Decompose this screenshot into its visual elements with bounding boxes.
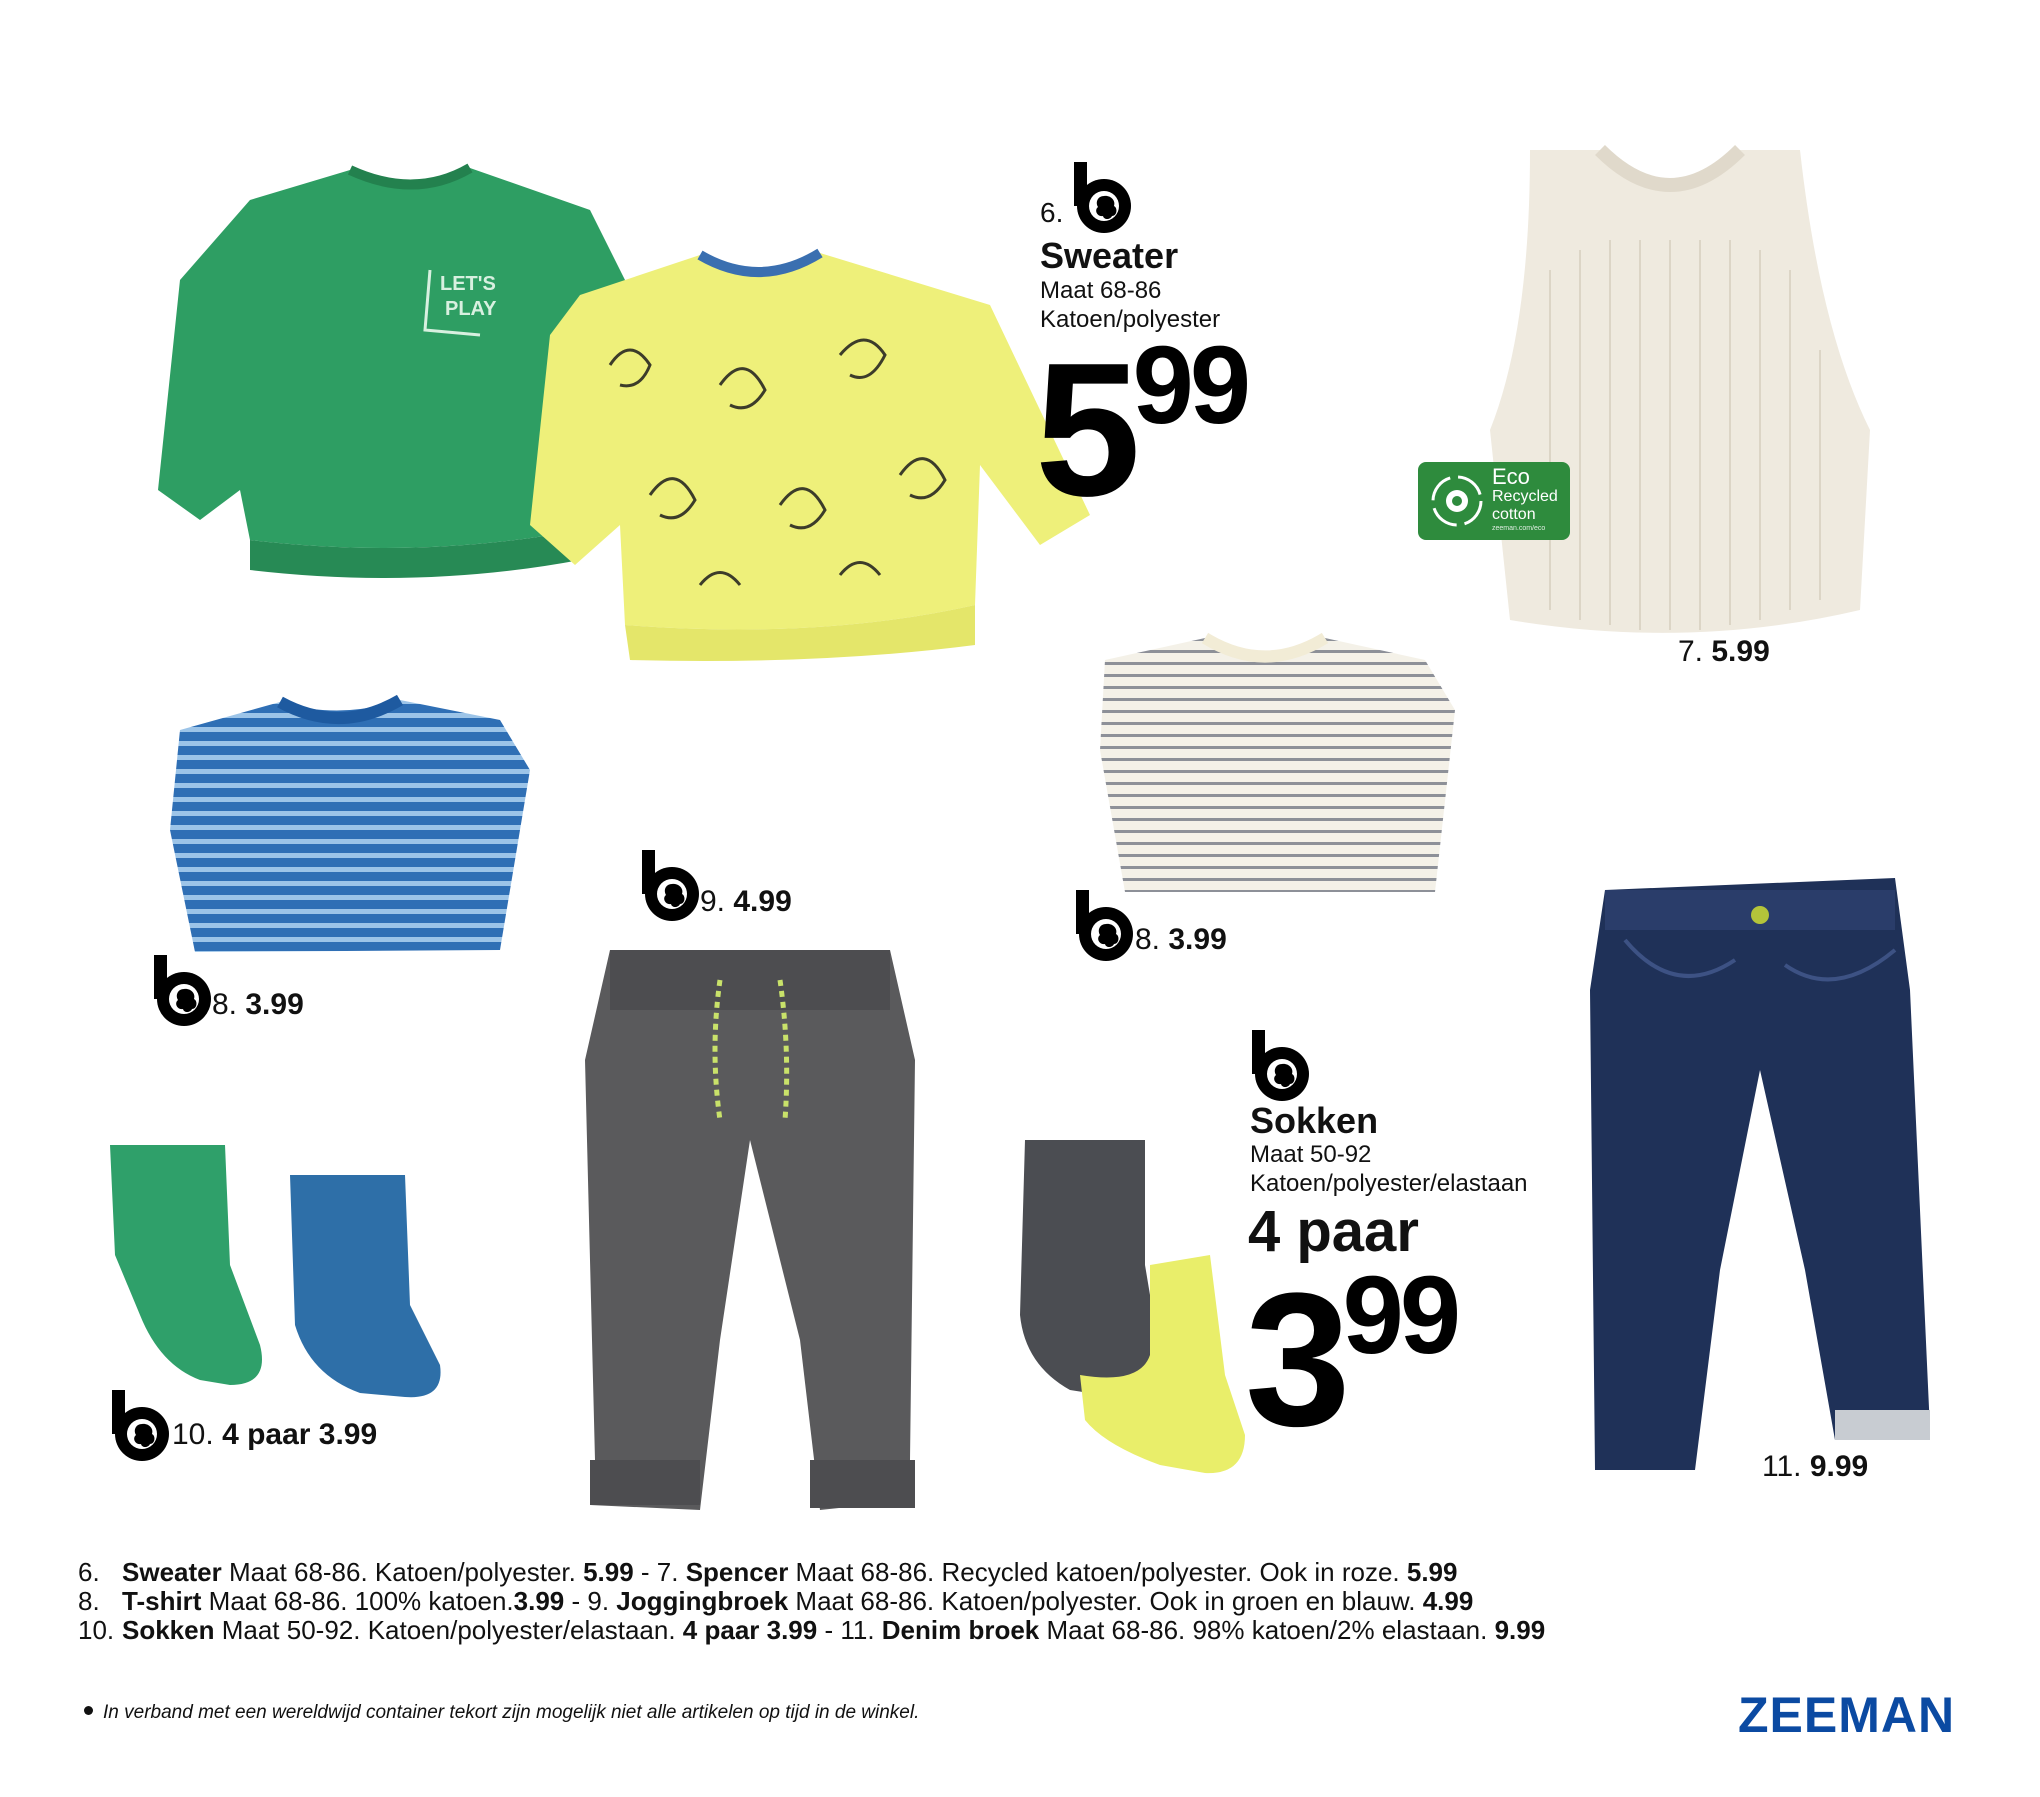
desc-number: 10. bbox=[78, 1615, 115, 1645]
desc-text: Maat 68-86. 100% katoen. bbox=[201, 1586, 514, 1616]
promo-sweater-size: Maat 68-86 bbox=[1040, 277, 1162, 304]
desc-price: 3.99 bbox=[513, 1586, 565, 1616]
promo-sokken-qty: 4 paar bbox=[1248, 1199, 1419, 1264]
svg-text:LET'S: LET'S bbox=[440, 273, 496, 295]
b-logo-icon bbox=[108, 1390, 170, 1462]
b-logo-icon bbox=[1072, 890, 1134, 962]
description-line bbox=[78, 1587, 1545, 1616]
desc-number: 8. bbox=[78, 1586, 100, 1616]
label-price: 4 paar 3.99 bbox=[222, 1418, 378, 1451]
desc-name: Sokken bbox=[122, 1615, 215, 1645]
price-decimal: 99 bbox=[1342, 1254, 1458, 1377]
promo-sweater-title: Sweater bbox=[1040, 235, 1179, 276]
label-jogging bbox=[700, 885, 792, 919]
socks-grey-yellow-image bbox=[1010, 1135, 1250, 1475]
desc-name: T-shirt bbox=[122, 1586, 202, 1616]
blue-tshirt-image bbox=[160, 690, 540, 960]
desc-name: Spencer bbox=[685, 1557, 789, 1587]
desc-name: Denim broek bbox=[881, 1615, 1040, 1645]
promo-sokken-material: Katoen/polyester/elastaan bbox=[1250, 1170, 1528, 1197]
desc-name: Joggingbroek bbox=[616, 1586, 789, 1616]
label-price: 5.99 bbox=[1711, 635, 1770, 668]
promo-sokken-size: Maat 50-92 bbox=[1250, 1141, 1372, 1168]
product-descriptions bbox=[78, 1558, 1545, 1645]
promo-sokken-title: Sokken bbox=[1250, 1100, 1379, 1141]
desc-price: 5.99 bbox=[583, 1557, 634, 1587]
price-decimal: 99 bbox=[1132, 324, 1248, 447]
zeeman-logo: ZEEMAN bbox=[1738, 1687, 1956, 1743]
b-logo-icon bbox=[150, 955, 212, 1027]
desc-price: 4 paar 3.99 bbox=[682, 1615, 818, 1645]
denim-image bbox=[1585, 870, 1935, 1480]
b-logo-icon bbox=[1248, 1030, 1310, 1102]
label-price: 3.99 bbox=[245, 988, 304, 1021]
label-price: 9.99 bbox=[1809, 1450, 1869, 1483]
desc-number: 6. bbox=[78, 1557, 100, 1587]
label-number: 8. bbox=[212, 988, 238, 1021]
eco-recycled-cotton-badge bbox=[1418, 462, 1570, 540]
footnote-text: In verband met een wereldwijd container tekort zijn mogelijk niet alle artikelen op tijd in de winkel. bbox=[103, 1702, 920, 1723]
description-line bbox=[78, 1616, 1545, 1645]
eco-line-cotton: cotton bbox=[1492, 506, 1536, 523]
label-number: 7. bbox=[1678, 635, 1704, 668]
desc-text: Maat 50-92. Katoen/polyester/elastaan. bbox=[214, 1615, 683, 1645]
desc-name: Sweater bbox=[122, 1557, 222, 1587]
cream-tshirt-image bbox=[1095, 630, 1465, 900]
label-price: 4.99 bbox=[733, 885, 792, 918]
footnote bbox=[84, 1702, 919, 1724]
label-tshirt-blue bbox=[212, 988, 304, 1022]
promo-sweater-number: 6. bbox=[1040, 197, 1064, 228]
label-number: 9. bbox=[700, 885, 726, 918]
price-integer: 3 bbox=[1245, 1254, 1343, 1466]
desc-text: Maat 68-86. 98% katoen/2% elastaan. bbox=[1039, 1615, 1495, 1645]
label-number: 10. bbox=[172, 1418, 214, 1451]
desc-price: 4.99 bbox=[1422, 1586, 1474, 1616]
label-number: 11. bbox=[1762, 1450, 1802, 1483]
eco-title: Eco bbox=[1492, 464, 1530, 489]
desc-separator: - 9. bbox=[564, 1586, 617, 1616]
b-logo-icon bbox=[638, 850, 700, 922]
desc-separator: - 11. bbox=[817, 1615, 882, 1645]
label-denim bbox=[1762, 1450, 1868, 1484]
promo-sweater-price bbox=[1035, 324, 1248, 536]
desc-separator: - 7. bbox=[633, 1557, 686, 1587]
label-number: 8. bbox=[1135, 923, 1161, 956]
socks-green-blue-image bbox=[100, 1135, 450, 1405]
eco-url: zeeman.com/eco bbox=[1492, 525, 1546, 532]
promo-sokken-price bbox=[1245, 1254, 1458, 1466]
desc-price: 9.99 bbox=[1494, 1615, 1546, 1645]
desc-text: Maat 68-86. Katoen/polyester. bbox=[221, 1557, 584, 1587]
spencer-image bbox=[1470, 130, 1890, 650]
label-price: 3.99 bbox=[1168, 923, 1227, 956]
price-integer: 5 bbox=[1035, 324, 1133, 536]
eco-line-recycled: Recycled bbox=[1492, 488, 1558, 505]
label-spencer bbox=[1678, 635, 1770, 669]
desc-text: Maat 68-86. Katoen/polyester. Ook in groen en blauw. bbox=[788, 1586, 1423, 1616]
desc-price: 5.99 bbox=[1406, 1557, 1458, 1587]
svg-text:PLAY: PLAY bbox=[445, 298, 497, 320]
description-line bbox=[78, 1558, 1545, 1587]
desc-text: Maat 68-86. Recycled katoen/polyester. Ook in roze. bbox=[788, 1557, 1407, 1587]
jogging-image bbox=[570, 940, 930, 1520]
b-logo-icon bbox=[1070, 162, 1132, 234]
yellow-sweater-image bbox=[520, 245, 1100, 665]
label-socks bbox=[172, 1418, 377, 1452]
recycle-cotton-icon bbox=[1428, 472, 1486, 530]
bullet-icon bbox=[84, 1706, 93, 1715]
label-tshirt-cream bbox=[1135, 923, 1227, 957]
promo-sweater-material: Katoen/polyester bbox=[1040, 306, 1221, 333]
